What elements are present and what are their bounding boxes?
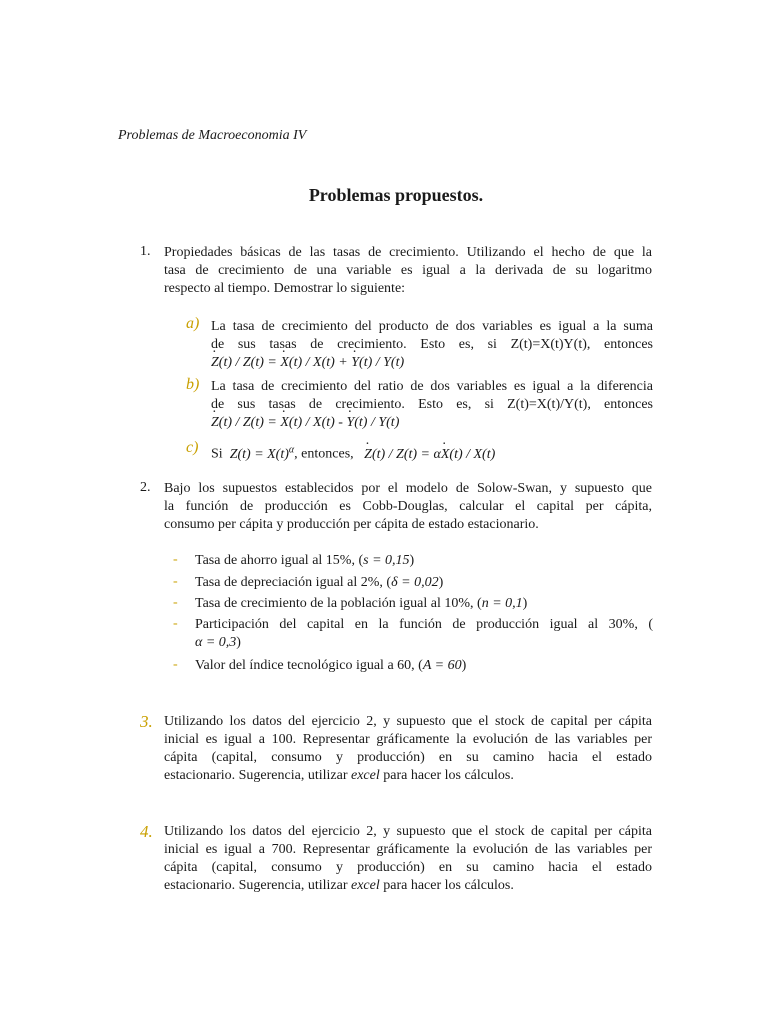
- item-c-formula-2: Z ·(t) / Z(t) = αX ·(t) / X(t): [364, 447, 495, 462]
- bullet-depreciation-rate: [195, 574, 655, 592]
- problem-4-line: cápita (capital, consumo y producción) en su camino hacia el estado: [164, 860, 652, 875]
- bullet-population-growth: [195, 595, 665, 613]
- bullet-end: ): [236, 635, 241, 650]
- bullet-text: Tasa de crecimiento de la población igual al 10%, (: [195, 596, 482, 611]
- item-b-letter: b): [186, 376, 200, 393]
- problem-3-last-a: estacionario. Sugerencia, utilizar: [164, 768, 351, 783]
- bullet-dash: -: [173, 595, 178, 610]
- bullet-math: α = 0,3: [195, 635, 237, 650]
- problem-1-text: [164, 244, 652, 298]
- problem-1-line: Propiedades básicas de las tasas de crecimiento. Utilizando el hecho de que la: [164, 245, 652, 260]
- bullet-math: n = 0,1: [481, 596, 523, 611]
- problem-3-last-line: [164, 767, 652, 785]
- item-c-si: Si: [211, 446, 223, 462]
- item-a-formula: Z ·(t) / Z(t) = X ·(t) / X(t) + Y ·(t) / Y(t): [211, 354, 653, 372]
- problem-4-last-line: [164, 877, 652, 895]
- bullet-text: Tasa de depreciación igual al 2%, (: [195, 575, 392, 590]
- problem-4-line: inicial es igual a 700. Representar gráficamente la evolución de las variables per: [164, 842, 652, 857]
- bullet-end: ): [461, 658, 467, 673]
- problem-3-last-b: para hacer los cálculos.: [379, 768, 514, 783]
- bullet-end: ): [409, 553, 415, 568]
- item-c-text: [211, 441, 671, 464]
- problem-4-line: Utilizando los datos del ejercicio 2, y supuesto que el stock de capital per cápita: [164, 824, 652, 839]
- item-b-text: [211, 378, 653, 432]
- problem-1-number: 1.: [140, 244, 151, 259]
- bullet-math: A = 60: [422, 658, 462, 673]
- item-c-letter: c): [186, 439, 199, 456]
- bullet-math: s = 0,15: [363, 553, 410, 568]
- bullet-capital-share: [195, 616, 653, 652]
- bullet-dash: -: [173, 574, 178, 589]
- problem-2-number: 2.: [140, 480, 151, 495]
- problem-3-line: cápita (capital, consumo y producción) en su camino hacia el estado: [164, 750, 652, 765]
- problem-3-text: [164, 713, 652, 785]
- item-c-formula-1: $Z(t) = X(t)^\alpha$: [229, 444, 295, 462]
- problem-2-text: [164, 480, 652, 534]
- problem-2-line: Bajo los supuestos establecidos por el modelo de Solow-Swan, y supuesto que: [164, 481, 652, 496]
- bullet-end: ): [438, 575, 444, 590]
- item-a-letter: a): [186, 315, 200, 332]
- bullet-dash: -: [173, 657, 178, 672]
- problem-1-line: tasa de crecimiento de una variable es igual a la derivada de su logaritmo: [164, 263, 652, 278]
- problem-2-line: la función de producción es Cobb-Douglas, calcular el capital per cápita,: [164, 499, 652, 514]
- problem-4-text: [164, 823, 652, 895]
- item-a-text: [211, 318, 653, 372]
- item-b-line: de sus tasas de crecimiento. Esto es, si Z(t)=X(t)/Y(t), entonces: [211, 397, 653, 412]
- bullet-dash: -: [173, 616, 178, 631]
- problem-4-last-a: estacionario. Sugerencia, utilizar: [164, 878, 351, 893]
- bullet-savings-rate: [195, 552, 655, 570]
- problem-4-last-b: para hacer los cálculos.: [379, 878, 514, 893]
- bullet-text: Valor del índice tecnológico igual a 60, (: [195, 658, 423, 673]
- document-header: Problemas de Macroeconomia IV: [118, 128, 307, 143]
- bullet-math: δ = 0,02: [391, 575, 439, 590]
- item-a-line: La tasa de crecimiento del producto de dos variables es igual a la suma: [211, 319, 653, 334]
- bullet-end: ): [522, 596, 528, 611]
- problem-3-excel: excel: [350, 768, 380, 783]
- problem-3-line: Utilizando los datos del ejercicio 2, y supuesto que el stock de capital per cápita: [164, 714, 652, 729]
- problem-3-line: inicial es igual a 100. Representar gráficamente la evolución de las variables per: [164, 732, 652, 747]
- item-c-entonces: , entonces,: [294, 446, 354, 462]
- page-title: Problemas propuestos.: [308, 185, 484, 205]
- bullet-dash: -: [173, 552, 178, 567]
- bullet-technology-index: [195, 657, 655, 675]
- item-a-line: de sus tasas de crecimiento. Esto es, si Z(t)=X(t)Y(t), entonces: [211, 337, 653, 352]
- item-b-line: La tasa de crecimiento del ratio de dos variables es igual a la diferencia: [211, 379, 653, 394]
- item-b-formula: Z ·(t) / Z(t) = X ·(t) / X(t) - Y ·(t) / Y(t): [211, 414, 653, 432]
- problem-4-number: 4.: [140, 822, 153, 841]
- problem-1-line: respecto al tiempo. Demostrar lo siguiente:: [164, 281, 406, 296]
- problem-4-excel: excel: [350, 878, 380, 893]
- bullet-text: Participación del capital en la función de producción igual al 30%, (: [195, 617, 653, 632]
- bullet-text: Tasa de ahorro igual al 15%, (: [195, 553, 364, 568]
- problem-3-number: 3.: [140, 712, 153, 731]
- problem-2-line: consumo per cápita y producción per cápita de estado estacionario.: [164, 517, 539, 532]
